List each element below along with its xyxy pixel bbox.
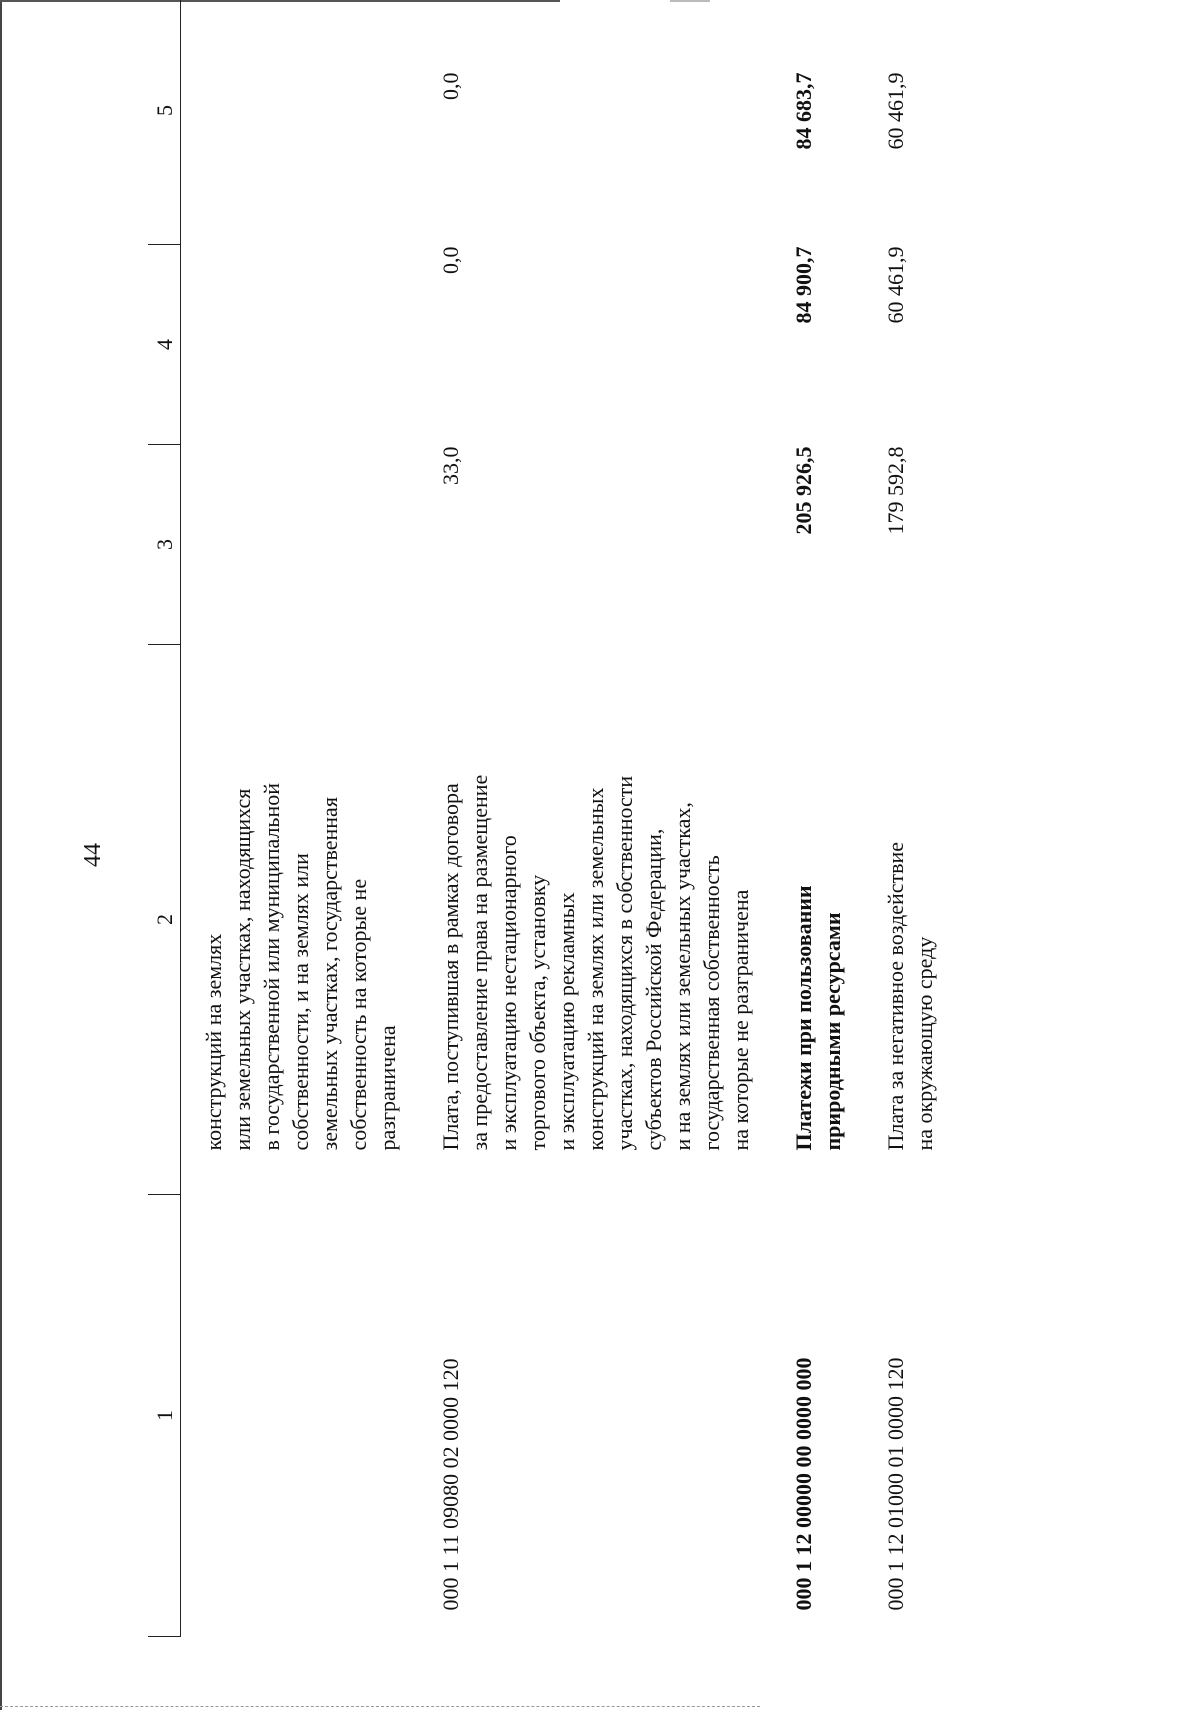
row-spacer [402,0,436,1637]
page-number: 44 [80,843,106,867]
table-row [881,0,939,1637]
column-header-3: 3 [148,445,181,645]
row-value-col5: 0,0 [438,72,463,100]
row-code [181,1195,403,1637]
row-value-col4 [181,245,403,445]
column-header-4: 4 [148,245,181,445]
row-name: конструкций на землях или земельных участках, находящихся в государственной или муниципальной собственности, и на землях или земельных участках, государственная собственность на которые не разграничена [201,782,400,1151]
row-code: 000 1 12 00000 00 0000 000 [791,1357,816,1611]
row-value-col3: 205 926,5 [791,446,816,535]
row-spacer [847,0,881,1637]
column-header-5: 5 [148,0,181,245]
column-header-1: 1 [148,1195,181,1637]
row-name: Платежи при пользовании природными ресурсами [791,885,845,1151]
row-code: 000 1 12 01000 01 0000 120 [883,1357,908,1611]
row-spacer [755,0,789,1637]
row-value-col3: 33,0 [438,446,463,485]
row-name: Плата, поступившая в рамках договора за предоставление права на размещение и эксплуатацию нестационарного торгового объекта, установку и эксплуатацию рекламных конструкций на землях или земельных участках, находящихся в собственности субъектов Российской Федерации, и на землях или земельных участках, государственная собственность на которые не разграничена [438,774,753,1151]
table-row [181,0,403,1637]
table-row [436,0,755,1637]
table-row [789,0,847,1637]
row-value-col3: 179 592,8 [883,446,908,535]
row-value-col5: 60 461,9 [883,72,908,150]
table-header-row [148,0,181,1637]
column-header-2: 2 [148,645,181,1195]
row-value-col4: 84 900,7 [791,246,816,324]
row-value-col5: 84 683,7 [791,72,816,150]
budget-table [148,0,939,1637]
row-code: 000 1 11 09080 02 0000 120 [438,1358,463,1611]
row-value-col4: 60 461,9 [883,246,908,324]
row-name: Плата за негативное воздействие на окружающую среду [883,841,937,1151]
row-value-col4: 0,0 [438,246,463,274]
row-value-col3 [181,445,403,645]
row-value-col5 [181,0,403,245]
table-body [181,0,940,1637]
